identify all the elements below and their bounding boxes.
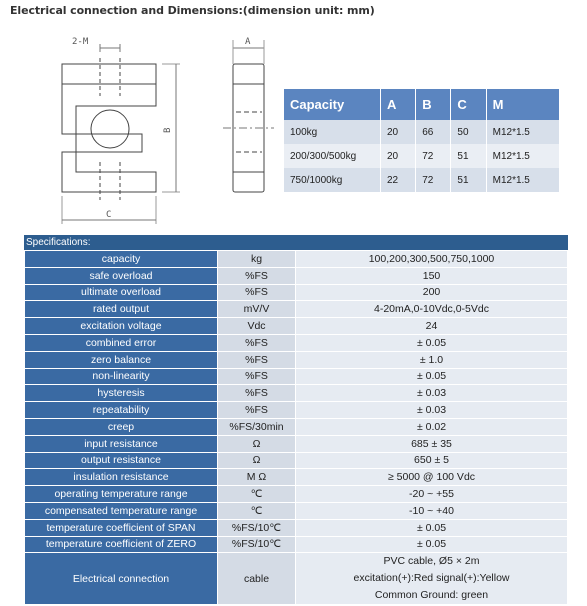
spec-unit: %FS xyxy=(218,402,296,419)
spec-row xyxy=(25,519,568,536)
spec-value: 200 xyxy=(296,284,568,301)
table-row xyxy=(284,120,560,144)
spec-unit: %FS xyxy=(218,284,296,301)
header-a: A xyxy=(381,89,416,120)
cell: 22 xyxy=(381,168,416,192)
spec-row xyxy=(25,486,568,503)
spec-param: zero balance xyxy=(25,351,218,368)
header-c: C xyxy=(451,89,486,120)
cell: M12*1.5 xyxy=(486,168,559,192)
spec-unit: %FS/10℃ xyxy=(218,536,296,553)
spec-value: ± 0.05 xyxy=(296,368,568,385)
spec-unit: %FS/30min xyxy=(218,418,296,435)
spec-param: operating temperature range xyxy=(25,486,218,503)
spec-unit: %FS xyxy=(218,267,296,284)
spec-row xyxy=(25,418,568,435)
spec-value: ± 0.02 xyxy=(296,418,568,435)
dimension-label-a: A xyxy=(245,37,251,47)
spec-param: Electrical connection xyxy=(25,553,218,605)
cell: 51 xyxy=(451,168,486,192)
spec-value: ± 0.05 xyxy=(296,519,568,536)
spec-value: ± 0.03 xyxy=(296,385,568,402)
cell: 20 xyxy=(381,120,416,144)
spec-param: temperature coefficient of ZERO xyxy=(25,536,218,553)
spec-param: non-linearity xyxy=(25,368,218,385)
spec-row xyxy=(25,536,568,553)
spec-unit: ℃ xyxy=(218,502,296,519)
spec-unit: mV/V xyxy=(218,301,296,318)
spec-param: rated output xyxy=(25,301,218,318)
spec-unit: %FS xyxy=(218,334,296,351)
spec-row xyxy=(25,301,568,318)
spec-row xyxy=(25,351,568,368)
spec-param: input resistance xyxy=(25,435,218,452)
specifications-table xyxy=(24,250,568,605)
spec-param: repeatability xyxy=(25,402,218,419)
spec-value: 24 xyxy=(296,318,568,335)
cell: 72 xyxy=(416,144,451,168)
spec-row xyxy=(25,452,568,469)
spec-unit: Ω xyxy=(218,452,296,469)
spec-value: ± 1.0 xyxy=(296,351,568,368)
spec-unit: %FS xyxy=(218,351,296,368)
cell: 20 xyxy=(381,144,416,168)
spec-unit: Vdc xyxy=(218,318,296,335)
spec-row xyxy=(25,368,568,385)
spec-unit: M Ω xyxy=(218,469,296,486)
spec-value: 685 ± 35 xyxy=(296,435,568,452)
spec-value-electrical xyxy=(296,553,568,605)
dimension-table-header xyxy=(284,89,560,120)
spec-row xyxy=(25,284,568,301)
spec-row xyxy=(25,402,568,419)
table-row xyxy=(284,144,560,168)
spec-unit: %FS/10℃ xyxy=(218,519,296,536)
spec-value: 4-20mA,0-10Vdc,0-5Vdc xyxy=(296,301,568,318)
cell: 66 xyxy=(416,120,451,144)
cell: M12*1.5 xyxy=(486,120,559,144)
spec-value: ≥ 5000 @ 100 Vdc xyxy=(296,469,568,486)
cell: 50 xyxy=(451,120,486,144)
spec-row xyxy=(25,251,568,268)
table-row xyxy=(284,168,560,192)
spec-row xyxy=(25,502,568,519)
spec-row xyxy=(25,318,568,335)
dimension-label-c: C xyxy=(106,210,112,220)
spec-param: excitation voltage xyxy=(25,318,218,335)
spec-unit: kg xyxy=(218,251,296,268)
spec-unit: Ω xyxy=(218,435,296,452)
spec-row xyxy=(25,435,568,452)
spec-row xyxy=(25,334,568,351)
specifications-title: Specifications: xyxy=(24,235,568,250)
header-capacity: Capacity xyxy=(284,89,381,120)
spec-param: ultimate overload xyxy=(25,284,218,301)
cell: 200/300/500kg xyxy=(284,144,381,168)
electrical-line: PVC cable, Ø5 × 2m xyxy=(383,555,480,568)
spec-value: ± 0.03 xyxy=(296,402,568,419)
spec-unit: %FS xyxy=(218,385,296,402)
electrical-line: excitation(+):Red signal(+):Yellow xyxy=(353,572,510,585)
spec-row xyxy=(25,469,568,486)
spec-value: 150 xyxy=(296,267,568,284)
spec-row xyxy=(25,385,568,402)
spec-row-electrical xyxy=(25,553,568,605)
spec-value: -20 ~ +55 xyxy=(296,486,568,503)
dimension-label-2m: 2-M xyxy=(72,37,89,47)
dimension-label-b: B xyxy=(163,127,173,133)
cell: 100kg xyxy=(284,120,381,144)
header-m: M xyxy=(486,89,559,120)
spec-param: safe overload xyxy=(25,267,218,284)
spec-param: combined error xyxy=(25,334,218,351)
side-view xyxy=(223,40,274,192)
spec-param: capacity xyxy=(25,251,218,268)
cell: 72 xyxy=(416,168,451,192)
spec-param: creep xyxy=(25,418,218,435)
cell: M12*1.5 xyxy=(486,144,559,168)
spec-param: hysteresis xyxy=(25,385,218,402)
spec-value: -10 ~ +40 xyxy=(296,502,568,519)
spec-row xyxy=(25,267,568,284)
spec-unit: cable xyxy=(218,553,296,605)
section-heading: Electrical connection and Dimensions:(dimension unit: mm) xyxy=(10,4,375,17)
spec-value: 650 ± 5 xyxy=(296,452,568,469)
spec-value: ± 0.05 xyxy=(296,536,568,553)
spec-value: 100,200,300,500,750,1000 xyxy=(296,251,568,268)
spec-unit: %FS xyxy=(218,368,296,385)
spec-param: insulation resistance xyxy=(25,469,218,486)
cell: 750/1000kg xyxy=(284,168,381,192)
front-view xyxy=(62,44,180,224)
cell: 51 xyxy=(451,144,486,168)
spec-unit: ℃ xyxy=(218,486,296,503)
dimension-table xyxy=(284,89,560,192)
spec-value: ± 0.05 xyxy=(296,334,568,351)
spec-param: compensated temperature range xyxy=(25,502,218,519)
header-b: B xyxy=(416,89,451,120)
spec-param: temperature coefficient of SPAN xyxy=(25,519,218,536)
electrical-line: Common Ground: green xyxy=(374,589,489,602)
spec-param: output resistance xyxy=(25,452,218,469)
